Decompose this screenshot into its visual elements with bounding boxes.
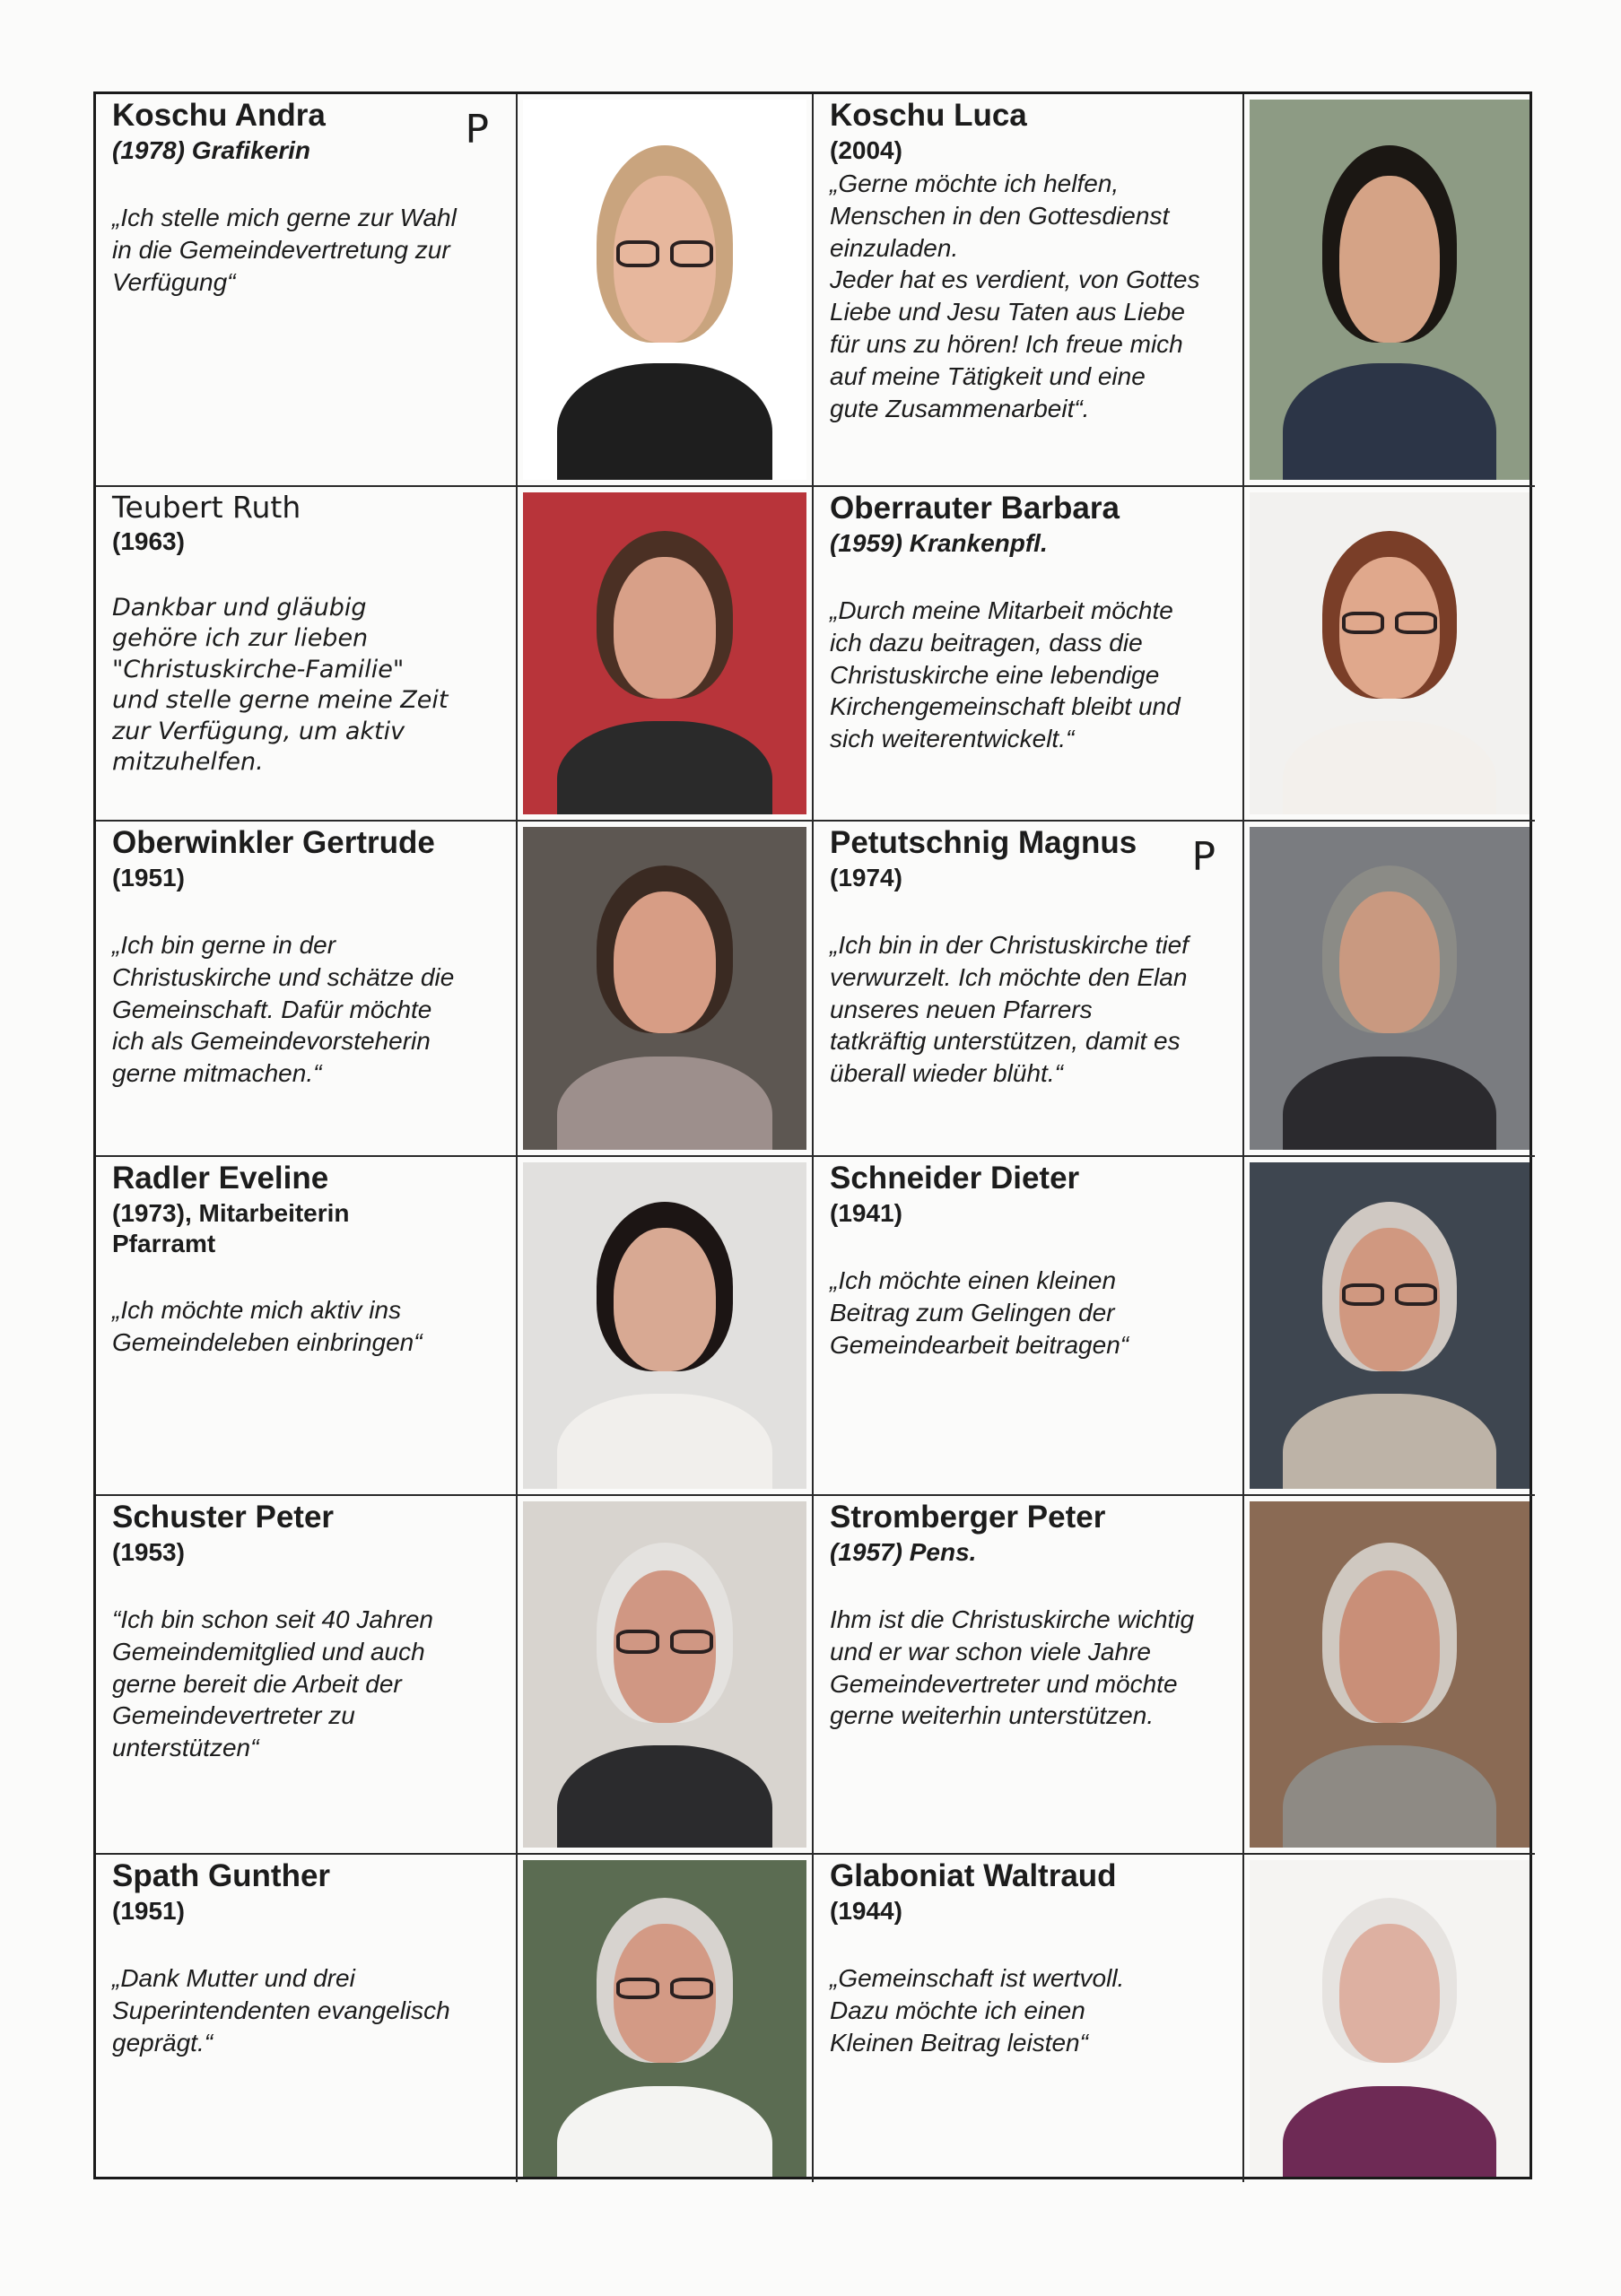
candidate-info bbox=[814, 1855, 1244, 2182]
handwritten-mark: P bbox=[1191, 834, 1216, 880]
candidate-photo bbox=[518, 94, 814, 487]
candidate-statement: „Gemeinschaft ist wertvoll. Dazu möchte ich einen Kleinen Beitrag leisten“ bbox=[830, 1963, 1125, 2057]
portrait-image bbox=[523, 1860, 806, 2177]
candidate-photo bbox=[518, 822, 814, 1157]
glasses-icon bbox=[1342, 612, 1437, 634]
candidate-sheet bbox=[93, 91, 1532, 2179]
candidate-year: (1951) bbox=[112, 1897, 185, 1926]
face-shape bbox=[614, 891, 716, 1033]
torso-shape bbox=[557, 1394, 772, 1489]
candidate-statement: Dankbar und gläubig gehöre ich zur lieben "Christuskirche-Familie" und stelle gerne meine Zeit zur Verfügung, um aktiv mitzuhelfen. bbox=[112, 593, 449, 777]
candidate-year: (1963) bbox=[112, 526, 185, 555]
torso-shape bbox=[557, 1745, 772, 1848]
candidate-name: Oberrauter Barbara bbox=[830, 491, 1120, 526]
candidate-photo bbox=[1244, 487, 1535, 822]
torso-shape bbox=[1283, 1394, 1495, 1489]
portrait-image bbox=[1250, 1162, 1529, 1489]
portrait-image bbox=[1250, 100, 1529, 480]
candidate-name: Spath Gunther bbox=[112, 1858, 331, 1893]
torso-shape bbox=[1283, 721, 1495, 814]
candidate-statement: „Ich möchte mich aktiv ins Gemeindeleben einbringen“ bbox=[112, 1296, 423, 1357]
candidate-info bbox=[96, 822, 518, 1157]
candidate-year: (1959) Krankenpfl. bbox=[830, 529, 1048, 558]
face-shape bbox=[1339, 1570, 1440, 1723]
candidate-name: Stromberger Peter bbox=[830, 1500, 1106, 1535]
candidate-info bbox=[96, 487, 518, 822]
handwritten-mark: P bbox=[465, 107, 489, 152]
candidate-statement: „Ich bin in der Christuskirche tief verwurzelt. Ich möchte den Elan unseres neuen Pfarrers tatkräftig unterstützen, damit es überall wieder blüht.“ bbox=[830, 930, 1189, 1088]
candidate-info bbox=[814, 94, 1244, 487]
candidate-year: (1978) Grafikerin bbox=[112, 136, 310, 165]
candidate-statement: „Ich möchte einen kleinen Beitrag zum Gelingen der Gemeindearbeit beitragen“ bbox=[830, 1265, 1129, 1359]
candidate-name: Glaboniat Waltraud bbox=[830, 1858, 1117, 1893]
candidate-statement: „Ich stelle mich gerne zur Wahl in die Gemeindevertretung zur Verfügung“ bbox=[112, 203, 457, 296]
candidate-statement: „Gerne möchte ich helfen, Menschen in den Gottesdienst einzuladen. Jeder hat es verdient, von Gottes Liebe und Jesu Taten aus Liebe für uns zu hören! Ich freue mich auf meine Tätigkeit und eine gute Zusammenarbeit“. bbox=[830, 169, 1200, 422]
candidate-info bbox=[96, 1855, 518, 2182]
candidate-info bbox=[814, 1496, 1244, 1855]
candidate-photo bbox=[1244, 94, 1535, 487]
torso-shape bbox=[557, 1057, 772, 1150]
portrait-image bbox=[1250, 827, 1529, 1150]
candidate-photo bbox=[518, 1855, 814, 2182]
torso-shape bbox=[1283, 363, 1495, 480]
face-shape bbox=[1339, 1924, 1440, 2063]
candidate-photo bbox=[1244, 1157, 1535, 1496]
portrait-image bbox=[523, 492, 806, 814]
candidate-name: Koschu Luca bbox=[830, 98, 1027, 133]
candidate-name: Oberwinkler Gertrude bbox=[112, 825, 435, 860]
torso-shape bbox=[1283, 2086, 1495, 2177]
candidate-name: Koschu Andra bbox=[112, 98, 326, 133]
glasses-icon bbox=[1342, 1283, 1437, 1306]
candidate-info bbox=[96, 94, 518, 487]
candidate-info bbox=[814, 1157, 1244, 1496]
portrait-image bbox=[523, 100, 806, 480]
candidate-photo bbox=[518, 1157, 814, 1496]
candidate-photo bbox=[1244, 1496, 1535, 1855]
candidate-year: (1953) bbox=[112, 1538, 185, 1567]
candidate-year: (1957) Pens. bbox=[830, 1538, 977, 1567]
glasses-icon bbox=[616, 1978, 712, 2000]
face-shape bbox=[1339, 891, 1440, 1033]
candidate-statement: „Durch meine Mitarbeit möchte ich dazu beitragen, dass die Christuskirche eine lebendige Kirchengemeinschaft bleibt und sich weiterentwickelt.“ bbox=[830, 596, 1181, 753]
torso-shape bbox=[557, 721, 772, 814]
candidate-info bbox=[814, 822, 1244, 1157]
candidate-year: (1974) bbox=[830, 864, 902, 892]
candidate-name: Schneider Dieter bbox=[830, 1161, 1080, 1196]
candidate-name: Radler Eveline bbox=[112, 1161, 329, 1196]
face-shape bbox=[614, 557, 716, 699]
face-shape bbox=[1339, 176, 1440, 344]
candidate-name: Schuster Peter bbox=[112, 1500, 335, 1535]
candidate-info bbox=[96, 1157, 518, 1496]
torso-shape bbox=[1283, 1745, 1495, 1848]
portrait-image bbox=[523, 1162, 806, 1489]
face-shape bbox=[614, 1228, 716, 1371]
torso-shape bbox=[1283, 1057, 1495, 1150]
glasses-icon bbox=[616, 240, 712, 267]
portrait-image bbox=[1250, 1501, 1529, 1848]
candidate-name: Teubert Ruth bbox=[112, 490, 301, 525]
candidate-statement: „Ich bin gerne in der Christuskirche und schätze die Gemeinschaft. Dafür möchte ich als Gemeindevorsteherin gerne mitmachen.“ bbox=[112, 930, 455, 1088]
portrait-image bbox=[1250, 492, 1529, 814]
torso-shape bbox=[557, 363, 772, 480]
candidate-year: (2004) bbox=[830, 136, 902, 165]
candidate-photo bbox=[1244, 822, 1535, 1157]
candidate-year: (1944) bbox=[830, 1897, 902, 1926]
candidate-statement: „Dank Mutter und drei Superintendenten evangelisch geprägt.“ bbox=[112, 1963, 450, 2057]
candidate-photo bbox=[1244, 1855, 1535, 2182]
candidate-photo bbox=[518, 487, 814, 822]
portrait-image bbox=[523, 1501, 806, 1848]
candidate-photo bbox=[518, 1496, 814, 1855]
candidate-info bbox=[814, 487, 1244, 822]
portrait-image bbox=[523, 827, 806, 1150]
candidate-statement: Ihm ist die Christuskirche wichtig und er war schon viele Jahre Gemeindevertreter und möchte gerne weiterhin unterstützen. bbox=[830, 1605, 1195, 1730]
candidate-info bbox=[96, 1496, 518, 1855]
candidate-name: Petutschnig Magnus bbox=[830, 825, 1137, 860]
candidate-statement: “Ich bin schon seit 40 Jahren Gemeindemitglied und auch gerne bereit die Arbeit der Gemeindevertreter zu unterstützen“ bbox=[112, 1605, 433, 1762]
portrait-image bbox=[1250, 1860, 1529, 2177]
candidate-year: (1973), Mitarbeiterin Pfarramt bbox=[112, 1199, 350, 1257]
candidate-year: (1951) bbox=[112, 864, 185, 892]
glasses-icon bbox=[616, 1630, 712, 1654]
candidate-year: (1941) bbox=[830, 1199, 902, 1228]
